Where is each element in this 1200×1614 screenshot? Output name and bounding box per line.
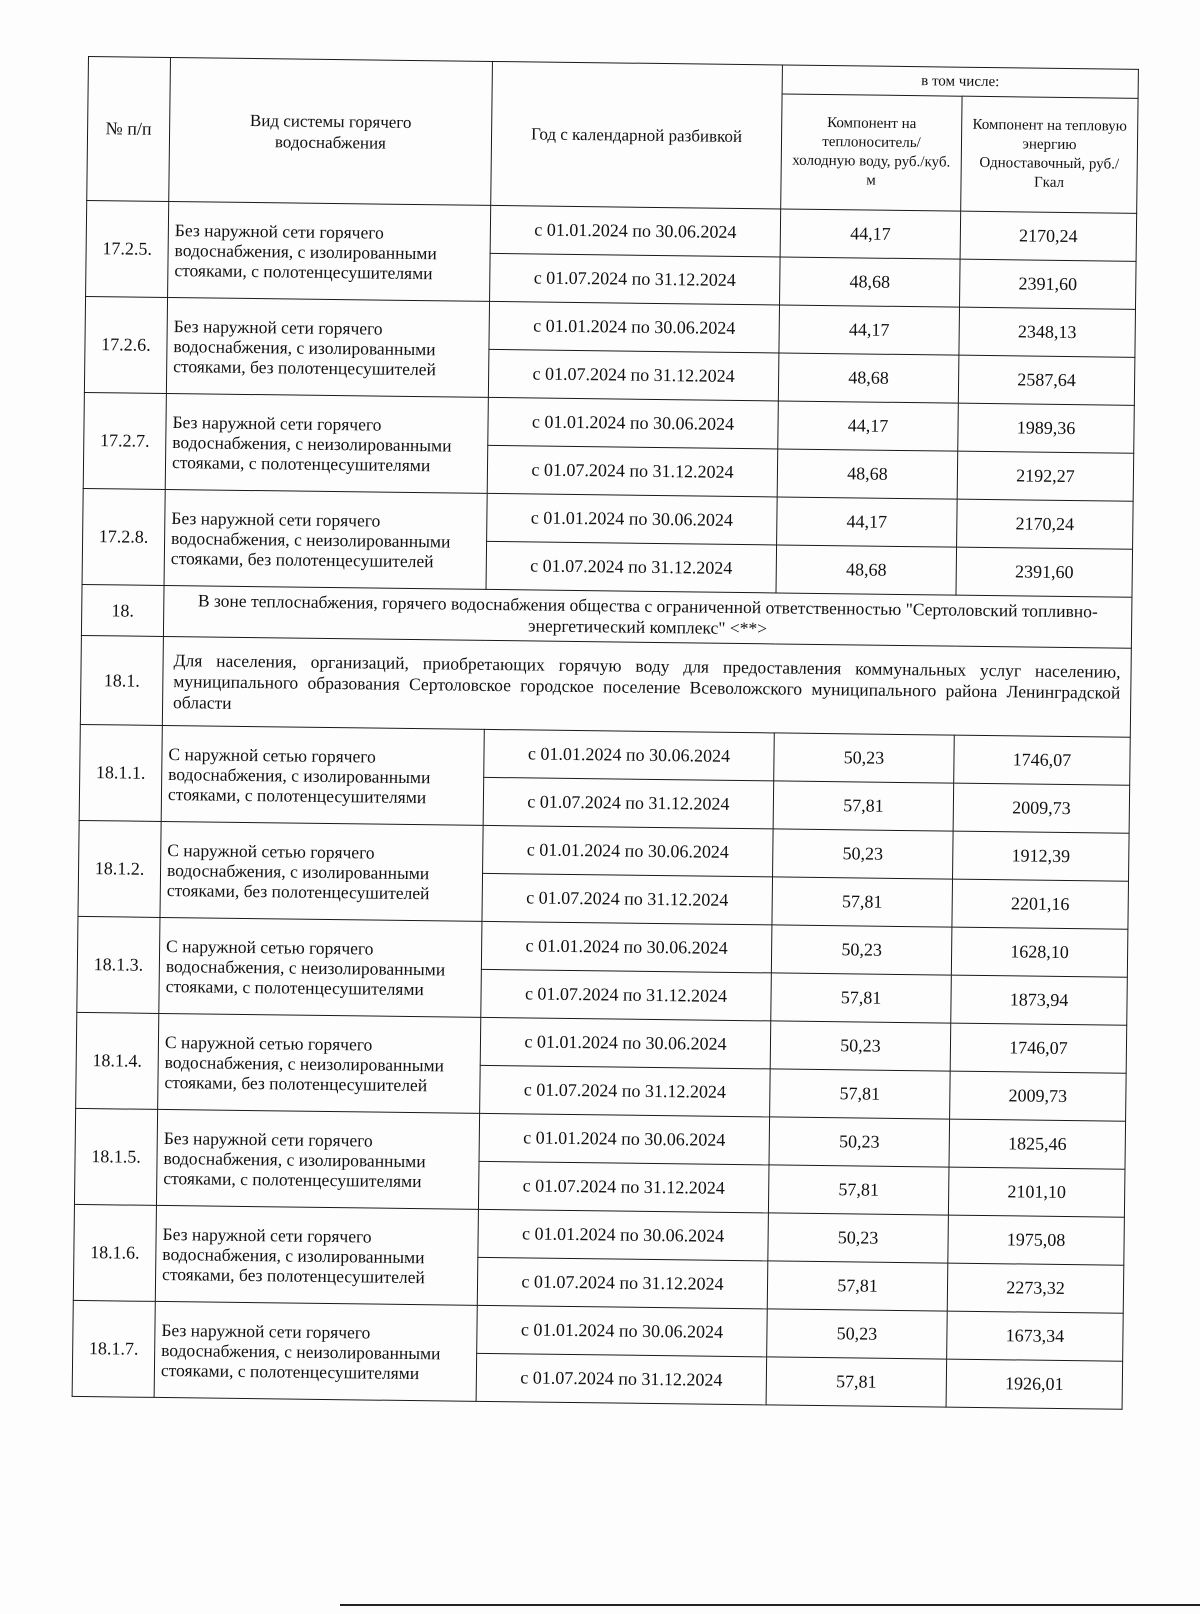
- heat-price-cell: 2101,10: [948, 1167, 1125, 1217]
- heat-price-cell: 1912,39: [953, 831, 1130, 881]
- period-cell: с 01.01.2024 по 30.06.2024: [477, 1305, 768, 1357]
- coolant-price-cell: 57,81: [773, 781, 954, 831]
- period-cell: с 01.01.2024 по 30.06.2024: [488, 397, 779, 449]
- system-type-cell: Без наружной сети горячего водоснабжения, с неизолированными стояками, с полотенцесушителями: [154, 1301, 477, 1401]
- coolant-price-cell: 48,68: [778, 353, 959, 403]
- coolant-price-cell: 57,81: [768, 1165, 949, 1215]
- period-cell: с 01.07.2024 по 31.12.2024: [480, 1065, 771, 1117]
- heat-price-cell: 2273,32: [947, 1263, 1124, 1313]
- table-body-section-17: [82, 200, 1137, 597]
- period-cell: с 01.07.2024 по 31.12.2024: [483, 777, 774, 829]
- section-18-description: В зоне теплоснабжения, горячего водоснабжения общества с ограниченной ответственностью "Сертоловский топливно-энергетический комплекс" <**>: [163, 585, 1132, 648]
- heat-price-cell: 2170,24: [957, 499, 1134, 549]
- period-cell: с 01.01.2024 по 30.06.2024: [490, 205, 781, 257]
- row-number: 18.1.1.: [79, 724, 162, 821]
- row-number: 18.1.2.: [78, 820, 161, 917]
- period-cell: с 01.01.2024 по 30.06.2024: [483, 825, 774, 877]
- coolant-price-cell: 50,23: [774, 733, 955, 783]
- header-component-heat: Компонент на тепловую энергию Одноставочный, руб./Гкал: [961, 96, 1138, 213]
- coolant-price-cell: 44,17: [780, 209, 961, 259]
- coolant-price-cell: 48,68: [780, 257, 961, 307]
- row-number: 17.2.7.: [83, 392, 166, 489]
- heat-price-cell: 2009,73: [950, 1071, 1127, 1121]
- table-body-section-18: [72, 724, 1130, 1409]
- heat-price-cell: 1746,07: [950, 1023, 1127, 1073]
- system-type-cell: Без наружной сети горячего водоснабжения, с изолированными стояками, без полотенцесушителей: [166, 297, 489, 397]
- system-type-cell: С наружной сетью горячего водоснабжения, с изолированными стояками, без полотенцесушителей: [160, 821, 483, 921]
- row-number: 18.1.6.: [73, 1204, 156, 1301]
- coolant-price-cell: 57,81: [772, 877, 953, 927]
- period-cell: с 01.07.2024 по 31.12.2024: [478, 1161, 769, 1213]
- period-cell: с 01.01.2024 по 30.06.2024: [487, 493, 778, 545]
- heat-price-cell: 1628,10: [951, 927, 1128, 977]
- system-type-cell: Без наружной сети горячего водоснабжения, с изолированными стояками, без полотенцесушителей: [155, 1205, 478, 1305]
- tariff-table: [72, 56, 1139, 1410]
- row-number: 18.1.3.: [77, 916, 160, 1013]
- header-system-type: Вид системы горячего водоснабжения: [169, 58, 493, 206]
- coolant-price-cell: 44,17: [777, 497, 958, 547]
- period-cell: с 01.07.2024 по 31.12.2024: [477, 1257, 768, 1309]
- heat-price-cell: 2192,27: [957, 451, 1134, 501]
- coolant-price-cell: 50,23: [769, 1117, 950, 1167]
- period-cell: с 01.07.2024 по 31.12.2024: [490, 253, 781, 305]
- coolant-price-cell: 57,81: [766, 1357, 947, 1407]
- coolant-price-cell: 57,81: [771, 973, 952, 1023]
- coolant-price-cell: 57,81: [767, 1261, 948, 1311]
- header-num: № п/п: [87, 57, 171, 202]
- heat-price-cell: 1975,08: [948, 1215, 1125, 1265]
- heat-price-cell: 1746,07: [954, 735, 1131, 785]
- period-cell: с 01.07.2024 по 31.12.2024: [488, 349, 779, 401]
- heat-price-cell: 2201,16: [952, 879, 1129, 929]
- heat-price-cell: 1989,36: [958, 403, 1135, 453]
- coolant-price-cell: 44,17: [779, 305, 960, 355]
- system-type-cell: Без наружной сети горячего водоснабжения, с изолированными стояками, с полотенцесушителями: [168, 201, 491, 301]
- coolant-price-cell: 50,23: [768, 1213, 949, 1263]
- period-cell: с 01.01.2024 по 30.06.2024: [480, 1017, 771, 1069]
- period-cell: с 01.07.2024 по 31.12.2024: [481, 969, 772, 1021]
- period-cell: с 01.01.2024 по 30.06.2024: [479, 1113, 770, 1165]
- period-cell: с 01.01.2024 по 30.06.2024: [489, 301, 780, 353]
- section-18-1-description: Для населения, организаций, приобретающих горячую воду для предоставления коммунальных услуг населению, муниципального образования Сертоловское городское поселение Всеволожского муниципального района Ленинградской области: [162, 636, 1131, 737]
- section-18-1-number: 18.1.: [80, 635, 163, 725]
- period-cell: с 01.07.2024 по 31.12.2024: [487, 445, 778, 497]
- row-number: 18.1.4.: [76, 1012, 159, 1109]
- period-cell: с 01.07.2024 по 31.12.2024: [476, 1353, 767, 1405]
- heat-price-cell: 2009,73: [953, 783, 1130, 833]
- heat-price-cell: 1926,01: [946, 1359, 1123, 1409]
- coolant-price-cell: 50,23: [770, 1021, 951, 1071]
- heat-price-cell: 2587,64: [958, 355, 1135, 405]
- period-cell: с 01.01.2024 по 30.06.2024: [481, 921, 772, 973]
- header-including: в том числе:: [782, 65, 1138, 98]
- system-type-cell: Без наружной сети горячего водоснабжения, с изолированными стояками, с полотенцесушителями: [156, 1109, 479, 1209]
- header-component-coolant: Компонент на теплоноситель/ холодную воду, руб./куб. м: [781, 94, 962, 211]
- period-cell: с 01.01.2024 по 30.06.2024: [484, 729, 775, 781]
- coolant-price-cell: 57,81: [770, 1069, 951, 1119]
- heat-price-cell: 2391,60: [959, 259, 1136, 309]
- period-cell: с 01.01.2024 по 30.06.2024: [478, 1209, 769, 1261]
- heat-price-cell: 2391,60: [956, 547, 1133, 597]
- scan-edge-line: [340, 1604, 1200, 1606]
- period-cell: с 01.07.2024 по 31.12.2024: [482, 873, 773, 925]
- row-number: 18.1.7.: [72, 1300, 155, 1397]
- row-number: 17.2.5.: [86, 200, 169, 297]
- system-type-cell: С наружной сетью горячего водоснабжения, с неизолированными стояками, без полотенцесушителей: [158, 1013, 481, 1113]
- heat-price-cell: 2348,13: [959, 307, 1136, 357]
- coolant-price-cell: 50,23: [773, 829, 954, 879]
- system-type-cell: Без наружной сети горячего водоснабжения, с неизолированными стояками, без полотенцесушителей: [164, 489, 487, 589]
- row-number: 17.2.8.: [82, 488, 165, 585]
- coolant-price-cell: 50,23: [767, 1309, 948, 1359]
- coolant-price-cell: 48,68: [777, 449, 958, 499]
- coolant-price-cell: 44,17: [778, 401, 959, 451]
- heat-price-cell: 1673,34: [947, 1311, 1124, 1361]
- heat-price-cell: 2170,24: [960, 211, 1137, 261]
- period-cell: с 01.07.2024 по 31.12.2024: [486, 541, 777, 593]
- table-body-section-18-headers: [80, 584, 1132, 737]
- heat-price-cell: 1825,46: [949, 1119, 1126, 1169]
- coolant-price-cell: 50,23: [771, 925, 952, 975]
- system-type-cell: С наружной сетью горячего водоснабжения, с неизолированными стояками, с полотенцесушителями: [159, 917, 482, 1017]
- heat-price-cell: 1873,94: [951, 975, 1128, 1025]
- section-18-number: 18.: [81, 584, 164, 636]
- system-type-cell: С наружной сетью горячего водоснабжения, с изолированными стояками, с полотенцесушителями: [161, 725, 484, 825]
- coolant-price-cell: 48,68: [776, 545, 957, 595]
- row-number: 18.1.5.: [74, 1108, 157, 1205]
- system-type-cell: Без наружной сети горячего водоснабжения, с неизолированными стояками, с полотенцесушителями: [165, 393, 488, 493]
- header-year: Год с календарной разбивкой: [491, 61, 783, 209]
- row-number: 17.2.6.: [84, 296, 167, 393]
- tariff-table-container: [72, 56, 1138, 1410]
